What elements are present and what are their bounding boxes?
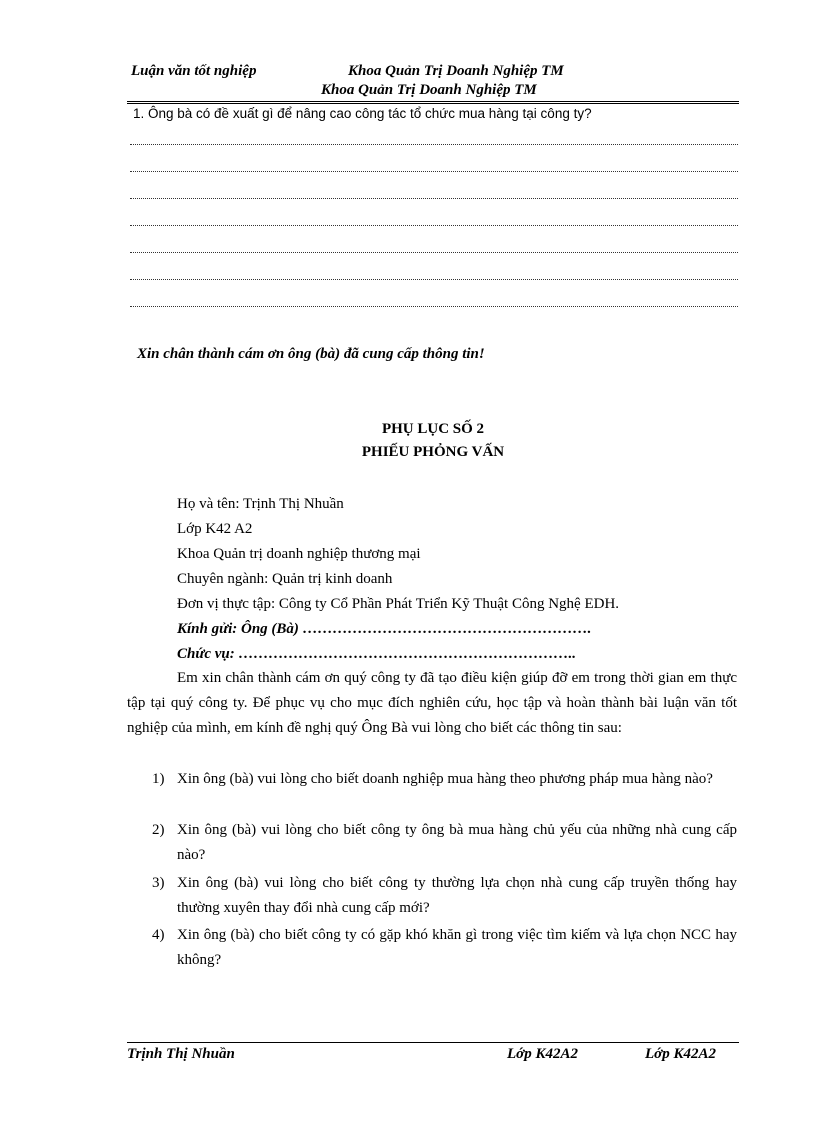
student-faculty: Khoa Quản trị doanh nghiệp thương mại xyxy=(177,546,421,562)
footer-author: Trịnh Thị Nhuần xyxy=(127,1046,235,1062)
answer-line xyxy=(130,279,738,280)
footer-class-repeat: Lớp K42A2 xyxy=(645,1046,716,1062)
student-major: Chuyên ngành: Quản trị kinh doanh xyxy=(177,571,393,587)
addressee-line: Kính gửi: Ông (Bà) …………………………………………………. xyxy=(177,621,592,637)
question-text: Xin ông (bà) vui lòng cho biết công ty thường lựa chọn nhà cung cấp truyền thống hay thường xuyên thay đổi nhà cung cấp mới? xyxy=(177,875,737,916)
appendix-subtitle: PHIẾU PHỎNG VẤN xyxy=(361,444,505,460)
answer-line xyxy=(130,198,738,199)
question-text: Xin ông (bà) cho biết công ty có gặp khó khăn gì trong việc tìm kiếm và lựa chọn NCC hay không? xyxy=(177,927,737,968)
footer-class: Lớp K42A2 xyxy=(507,1046,578,1062)
open-question: 1. Ông bà có đề xuất gì để nâng cao công tác tổ chức mua hàng tại công ty? xyxy=(133,106,592,121)
footer-rule xyxy=(127,1042,739,1043)
survey-question xyxy=(152,871,737,921)
appendix-title: PHỤ LỤC SỐ 2 xyxy=(381,421,485,437)
position-line: Chức vụ: ………………………………………………………….. xyxy=(177,646,576,662)
survey-question xyxy=(152,818,737,868)
question-number: 2) xyxy=(152,822,165,838)
answer-line xyxy=(130,225,738,226)
survey-question xyxy=(152,767,737,792)
survey-question xyxy=(152,923,737,973)
question-text: Xin ông (bà) vui lòng cho biết doanh nghiệp mua hàng theo phương pháp mua hàng nào? xyxy=(177,771,713,787)
internship-unit: Đơn vị thực tập: Công ty Cổ Phần Phát Triển Kỹ Thuật Công Nghệ EDH. xyxy=(177,596,620,612)
intro-paragraph: Em xin chân thành cám ơn quý công ty đã tạo điều kiện giúp đỡ em trong thời gian em thực tập tại quý công ty. Để phục vụ cho mục đích nghiên cứu, học tập và hoàn thành bài luận văn tốt nghiệp của mình, em kính đề nghị quý Ông Bà vui lòng cho biết các thông tin sau: xyxy=(127,670,737,736)
answer-line xyxy=(130,306,738,307)
header-thesis-label: Luận văn tốt nghiệp xyxy=(131,63,257,79)
question-number: 1) xyxy=(152,771,165,787)
answer-line xyxy=(130,252,738,253)
answer-line xyxy=(130,171,738,172)
student-name: Họ và tên: Trịnh Thị Nhuần xyxy=(177,496,344,512)
question-number: 4) xyxy=(152,927,165,943)
question-number: 3) xyxy=(152,875,165,891)
header-rule-second xyxy=(127,103,739,104)
answer-line xyxy=(130,144,738,145)
question-text: Xin ông (bà) vui lòng cho biết công ty ông bà mua hàng chủ yếu của những nhà cung cấp nào? xyxy=(177,822,737,863)
header-faculty-label: Khoa Quản Trị Doanh Nghiệp TM xyxy=(348,63,564,79)
thank-you-note: Xin chân thành cám ơn ông (bà) đã cung cấp thông tin! xyxy=(137,346,485,362)
header-rule xyxy=(127,101,739,102)
header-faculty-label-repeat: Khoa Quản Trị Doanh Nghiệp TM xyxy=(321,82,537,98)
student-class: Lớp K42 A2 xyxy=(177,521,253,537)
